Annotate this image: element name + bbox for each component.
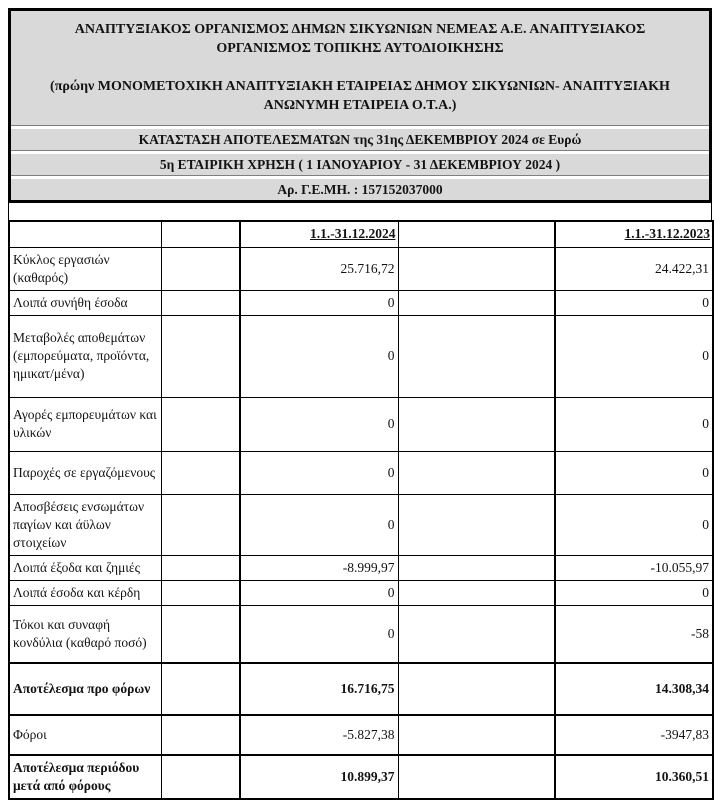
row-label: Λοιπά έξοδα και ζημιές bbox=[9, 555, 161, 580]
row-label: Λοιπά συνήθη έσοδα bbox=[9, 290, 161, 315]
period-header-2024: 1.1.-31.12.2024 bbox=[240, 221, 398, 247]
value-2024: -8.999,97 bbox=[240, 555, 398, 580]
statement-title: ΚΑΤΑΣΤΑΣΗ ΑΠΟΤΕΛΕΣΜΑΤΩΝ της 31ης ΔΕΚΕΜΒΡΙΟΥ 2024 σε Ευρώ bbox=[11, 129, 709, 151]
spacer-cell bbox=[161, 221, 240, 247]
statement-header-box bbox=[8, 8, 712, 203]
row-label: Τόκοι και συναφή κονδύλια (καθαρό ποσό) bbox=[9, 605, 161, 663]
value-2023: 0 bbox=[555, 494, 713, 555]
row-label: Μεταβολές αποθεμάτων (εμπορεύματα, προϊόντα, ημικατ/μένα) bbox=[9, 315, 161, 397]
row-label: Κύκλος εργασιών (καθαρός) bbox=[9, 247, 161, 290]
spacer-cell bbox=[398, 663, 555, 715]
value-2023: 24.422,31 bbox=[555, 247, 713, 290]
row-label: Αγορές εμπορευμάτων και υλικών bbox=[9, 397, 161, 451]
spacer-cell bbox=[161, 494, 240, 555]
registry-number: Αρ. Γ.Ε.ΜΗ. : 157152037000 bbox=[11, 179, 709, 200]
spacer-cell bbox=[398, 290, 555, 315]
company-name-section bbox=[11, 11, 709, 126]
table-row bbox=[9, 755, 713, 799]
spacer-cell bbox=[161, 580, 240, 605]
table-row bbox=[9, 663, 713, 715]
spacer-cell bbox=[398, 555, 555, 580]
value-2024: 16.716,75 bbox=[240, 663, 398, 715]
spacer-cell bbox=[161, 397, 240, 451]
spacer-cell bbox=[398, 315, 555, 397]
spacer-cell bbox=[161, 555, 240, 580]
spacer-cell bbox=[161, 663, 240, 715]
row-label: Λοιπά έσοδα και κέρδη bbox=[9, 580, 161, 605]
results-table-body bbox=[9, 247, 713, 799]
value-2024: 0 bbox=[240, 494, 398, 555]
fiscal-period: 5η ΕΤΑΙΡΙΚΗ ΧΡΗΣΗ ( 1 ΙΑΝΟΥΑΡΙΟΥ - 31 ΔΕΚΕΜΒΡΙΟΥ 2024 ) bbox=[11, 154, 709, 176]
spacer-cell bbox=[161, 315, 240, 397]
table-row bbox=[9, 247, 713, 290]
spacer-cell bbox=[161, 715, 240, 755]
row-label: Αποτέλεσμα προ φόρων bbox=[9, 663, 161, 715]
value-2024: 10.899,37 bbox=[240, 755, 398, 799]
table-row bbox=[9, 555, 713, 580]
value-2023: 0 bbox=[555, 397, 713, 451]
table-row bbox=[9, 605, 713, 663]
value-2023: 0 bbox=[555, 580, 713, 605]
spacer-cell bbox=[398, 221, 555, 247]
spacer-cell bbox=[398, 715, 555, 755]
table-row bbox=[9, 715, 713, 755]
row-label: Φόροι bbox=[9, 715, 161, 755]
table-row bbox=[9, 397, 713, 451]
spacer-cell bbox=[398, 580, 555, 605]
table-row bbox=[9, 494, 713, 555]
spacer-cell bbox=[161, 247, 240, 290]
spacer-cell bbox=[398, 605, 555, 663]
value-2024: 0 bbox=[240, 580, 398, 605]
company-name: ΑΝΑΠΤΥΞΙΑΚΟΣ ΟΡΓΑΝΙΣΜΟΣ ΔΗΜΩΝ ΣΙΚΥΩΝΙΩΝ ΝΕΜΕΑΣ Α.Ε. ΑΝΑΠΤΥΞΙΑΚΟΣ ΟΡΓΑΝΙΣΜΟΣ ΤΟΠΙΚΗΣ ΑΥΤΟΔΙΟΙΚΗΣΗΣ bbox=[74, 22, 646, 56]
value-2023: 10.360,51 bbox=[555, 755, 713, 799]
value-2024: 0 bbox=[240, 315, 398, 397]
value-2023: -58 bbox=[555, 605, 713, 663]
value-2024: 0 bbox=[240, 290, 398, 315]
spacer-cell bbox=[161, 605, 240, 663]
spacer-cell bbox=[161, 451, 240, 494]
row-label: Παροχές σε εργαζόμενους bbox=[9, 451, 161, 494]
value-2023: 0 bbox=[555, 315, 713, 397]
table-row bbox=[9, 580, 713, 605]
period-header-row bbox=[9, 221, 713, 247]
spacer-cell bbox=[398, 494, 555, 555]
value-2024: 0 bbox=[240, 605, 398, 663]
value-2024: 0 bbox=[240, 397, 398, 451]
spacer-cell bbox=[398, 247, 555, 290]
value-2024: 25.716,72 bbox=[240, 247, 398, 290]
spacer-cell bbox=[398, 755, 555, 799]
value-2023: -10.055,97 bbox=[555, 555, 713, 580]
value-2023: -3947,83 bbox=[555, 715, 713, 755]
spacer-cell bbox=[9, 221, 161, 247]
spacer-cell bbox=[161, 290, 240, 315]
value-2023: 14.308,34 bbox=[555, 663, 713, 715]
row-label: Αποσβέσεις ενσωμάτων παγίων και άϋλων στοιχείων bbox=[9, 494, 161, 555]
value-2024: -5.827,38 bbox=[240, 715, 398, 755]
row-label: Αποτέλεσμα περιόδου μετά από φόρους bbox=[9, 755, 161, 799]
period-header-2023: 1.1.-31.12.2023 bbox=[555, 221, 713, 247]
table-row bbox=[9, 315, 713, 397]
table-row bbox=[9, 290, 713, 315]
header-table-connector bbox=[8, 203, 712, 220]
value-2023: 0 bbox=[555, 290, 713, 315]
income-statement-table bbox=[8, 220, 714, 800]
spacer-cell bbox=[161, 755, 240, 799]
value-2023: 0 bbox=[555, 451, 713, 494]
spacer-cell bbox=[398, 397, 555, 451]
value-2024: 0 bbox=[240, 451, 398, 494]
former-company-name: (πρώην ΜΟΝΟΜΕΤΟΧΙΚΗ ΑΝΑΠΤΥΞΙΑΚΗ ΕΤΑΙΡΕΙΑΣ ΔΗΜΟΥ ΣΙΚΥΩΝΙΩΝ- ΑΝΑΠΤΥΞΙΑΚΗ ΑΝΩΝΥΜΗ ΕΤΑΙΡΕΙΑ Ο.Τ.Α.) bbox=[50, 79, 670, 113]
table-row bbox=[9, 451, 713, 494]
spacer-cell bbox=[398, 451, 555, 494]
